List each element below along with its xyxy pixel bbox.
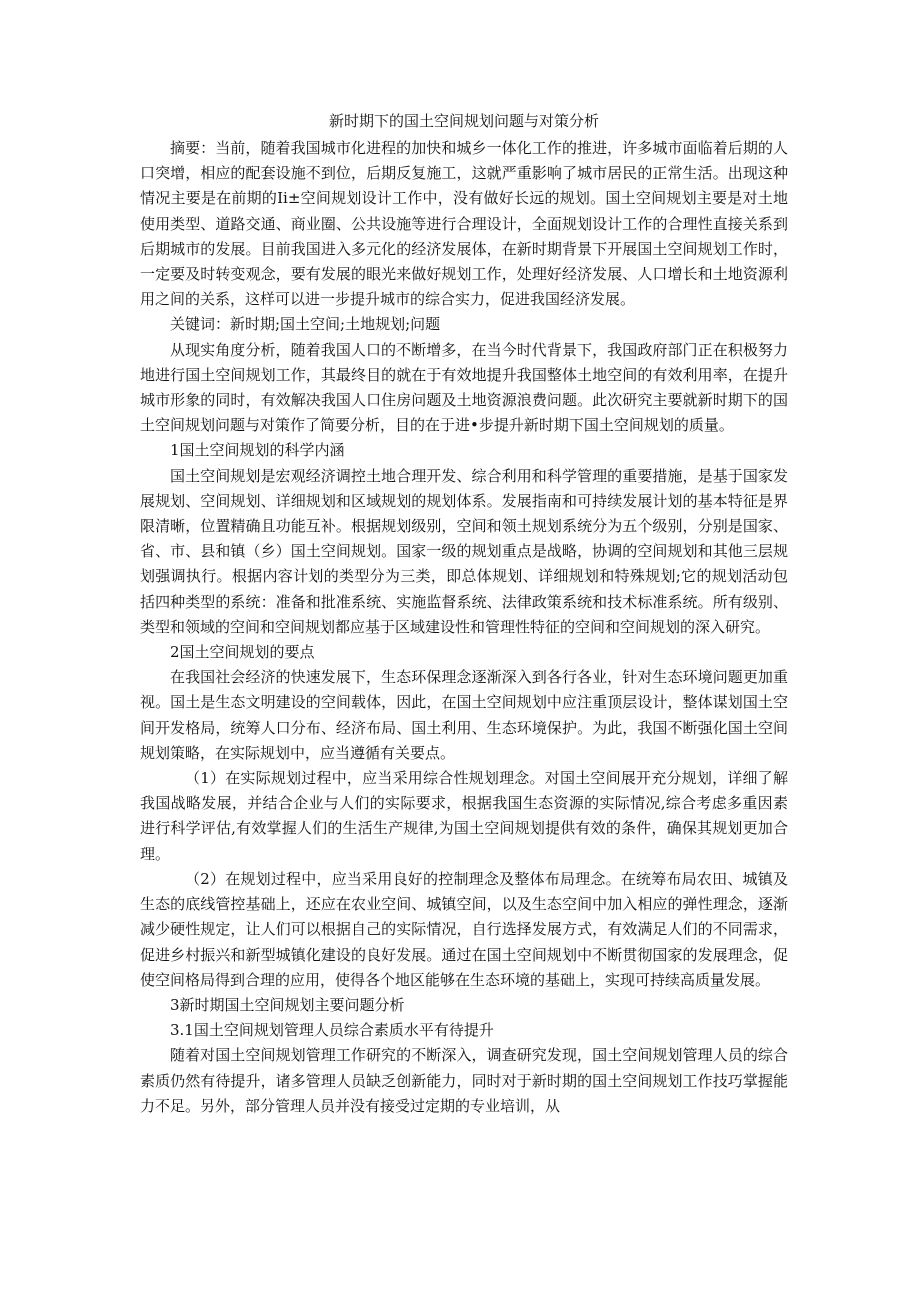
section-3-heading: 3新时期国土空间规划主要问题分析 xyxy=(170,995,405,1014)
section-2-point-1: （1）在实际规划过程中，应当采用综合性规划理念。对国土空间展开充分规划，详细了解我国战略发展，并结合企业与人们的实际要求，根据我国生态资源的实际情况,综合考虑多重因素进行科学评估,有效掌握人们的生活生产规律,为国土空间规划提供有效的条件，确保其规划更加合理。 xyxy=(140,769,788,863)
section-3-1-paragraph: 随着对国土空间规划管理工作研究的不断深入，调查研究发现，国土空间规划管理人员的综合素质仍然有待提升，诸多管理人员缺乏创新能力，同时对于新时期的国土空间规划工作技巧掌握能力不足。另外，部分管理人员并没有接受过定期的专业培训，从 xyxy=(140,1046,788,1115)
document-title: 新时期下的国土空间规划问题与对策分析 xyxy=(328,112,599,130)
section-2-paragraph: 在我国社会经济的快速发展下，生态环保理念逐渐深入到各行各业，针对生态环境问题更加重视。国土是生态文明建设的空间载体，因此，在国土空间规划中应注重顶层设计，整体谋划国土空间开发格局，统筹人口分布、经济布局、国土利用、生态环境保护。为此，我国不断强化国土空间规划策略，在实际规划中，应当遵循有关要点。 xyxy=(140,668,788,762)
section-2-heading: 2国土空间规划的要点 xyxy=(170,643,315,662)
abstract-paragraph: 摘要：当前，随着我国城市化进程的加快和城乡一体化工作的推进，许多城市面临着后期的人口突增，相应的配套设施不到位，后期反复施工，这就严重影响了城市居民的正常生活。出现这种情况主要是在前期的Ii±空间规划设计工作中，没有做好长远的规划。国土空间规划主要是对土地使用类型、道路交通、商业圈、公共设施等进行合理设计，全面规划设计工作的合理性直接关系到后期城市的发展。目前我国进入多元化的经济发展体，在新时期背景下开展国土空间规划工作时，一定要及时转变观念，要有发展的眼光来做好规划工作，处理好经济发展、人口增长和土地资源利用之间的关系，这样可以进一步提升城市的综合实力，促进我国经济发展。 xyxy=(140,139,788,309)
keywords-line: 关键词：新时期;国土空间;土地规划;问题 xyxy=(170,315,441,334)
section-1-paragraph: 国土空间规划是宏观经济调控土地合理开发、综合利用和科学管理的重要措施，是基于国家发展规划、空间规划、详细规划和区域规划的规划体系。发展指南和可持续发展计划的基本特征是界限清晰，位置精确且功能互补。根据规划级别，空间和领土规划系统分为五个级别，分别是国家、省、市、县和镇（乡）国土空间规划。国家一级的规划重点是战略，协调的空间规划和其他三层规划强调执行。根据内容计划的类型分为三类，即总体规划、详细规划和特殊规划;它的规划活动包括四种类型的系统：准备和批准系统、实施监督系统、法律政策系统和技术标准系统。所有级别、类型和领域的空间和空间规划都应基于区域建设性和管理性特征的空间和空间规划的深入研究。 xyxy=(140,466,788,636)
intro-paragraph: 从现实角度分析，随着我国人口的不断增多，在当今时代背景下，我国政府部门正在积极努力地进行国土空间规划工作，其最终目的就在于有效地提升我国整体土地空间的有效利用率，在提升城市形象的同时，有效解决我国人口住房问题及土地资源浪费问题。此次研究主要就新时期下的国土空间规划问题与对策作了简要分析，目的在于进•步提升新时期下国土空间规划的质量。 xyxy=(140,340,788,435)
section-2-point-2: （2）在规划过程中，应当采用良好的控制理念及整体布局理念。在统筹布局农田、城镇及生态的底线管控基础上，还应在农业空间、城镇空间，以及生态空间中加入相应的弹性理念，逐渐减少硬性规定，让人们可以根据自己的实际情况，自行选择发展方式，有效满足人们的不同需求，促进乡村振兴和新型城镇化建设的良好发展。通过在国土空间规划中不断贯彻国家的发展理念，促使空间格局得到合理的应用，使得各个地区能够在生态环境的基础上，实现可持续高质量发展。 xyxy=(140,869,788,989)
section-3-1-heading: 3.1国土空间规划管理人员综合素质水平有待提升 xyxy=(170,1021,494,1040)
section-1-heading: 1国土空间规划的科学内涵 xyxy=(170,441,345,460)
document-body xyxy=(140,108,788,1119)
